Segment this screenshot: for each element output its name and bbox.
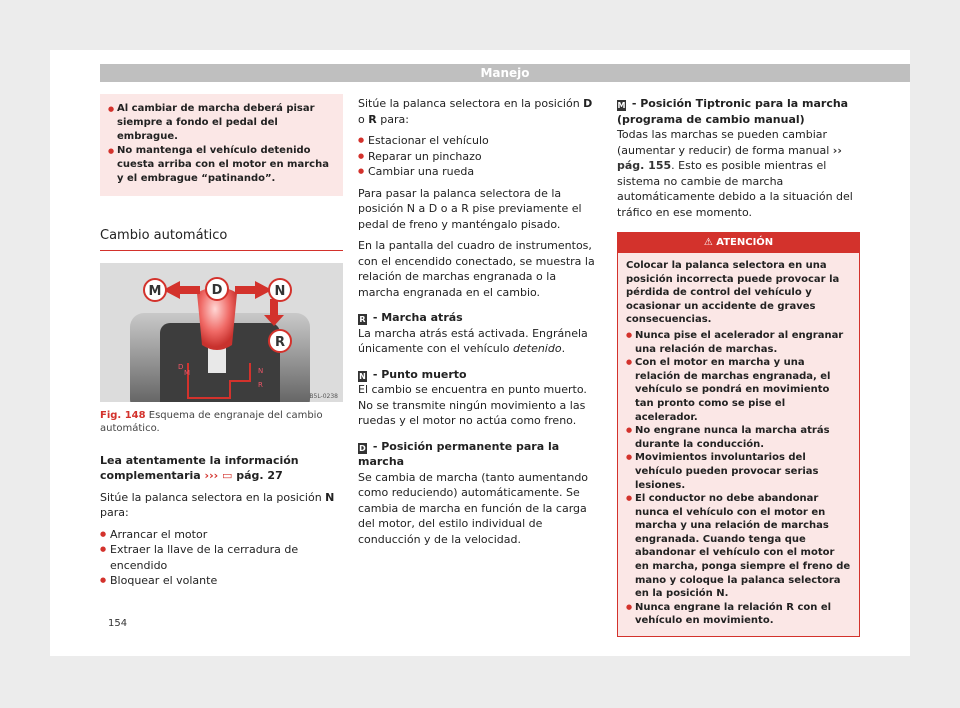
column-middle	[358, 96, 601, 553]
gear-d-icon: D	[359, 443, 366, 453]
list-item: ● Reparar un pinchazo	[358, 149, 601, 165]
manual-page	[50, 50, 910, 656]
page-number: 154	[108, 618, 128, 629]
caution-item: ● No engrane nunca la marcha atrás durante la conducción.	[626, 424, 851, 451]
caution-item: ● Nunca engrane la relación R con el vehículo en movimiento.	[626, 601, 851, 628]
label-d: D	[211, 282, 223, 298]
label-r: R	[274, 334, 286, 350]
list-dr	[358, 133, 601, 180]
gear-m-icon: M	[617, 101, 626, 110]
caution-item: ● Con el motor en marcha y una relación de marchas engranada, el vehículo se pondrá en movimiento tan pronto como se pise el acelerador.	[626, 356, 851, 424]
position-n-paragraph: Sitúe la palanca selectora en la posición N para:	[100, 490, 335, 519]
figure-code: B5L-0238	[309, 392, 338, 400]
gear-shift-illustration	[100, 263, 343, 402]
position-dr-paragraph: Sitúe la palanca selectora en la posición D o R para:	[358, 97, 593, 126]
caution-item: ● El conductor no debe abandonar nunca el vehículo con el motor en marcha y una relación de marchas engranada. Cuando tenga que abandonar el vehículo con el motor en marcha, ponga siempre el freno de mano y coloque la palanca selectora en la posición N.	[626, 492, 851, 601]
gate-label-d: D	[178, 362, 184, 371]
figure-caption	[100, 409, 343, 435]
label-m: M	[148, 283, 162, 299]
n-paragraph: El cambio se encuentra en punto muerto. No se transmite ningún movimiento a las ruedas y el motor no actúa como freno.	[358, 383, 587, 427]
m-paragraph: Todas las marchas se pueden cambiar (aumentar y reducir) de forma manual ›› pág. 155. Esto es posible mientras el sistema no cambie de marcha automáticamente debido a la situación del tráfico en ese momento.	[617, 128, 853, 219]
intro-text: Lea atentamente la información complementaria	[100, 453, 299, 482]
book-icon: ▭	[222, 469, 233, 482]
d-paragraph: Se cambia de marcha (tanto aumentando como reduciendo) automáticamente. Se cambia de marcha en función de la carga del motor, del estilo individual de conducción y de la velocidad.	[358, 470, 589, 546]
gate-label-m: M	[184, 368, 191, 377]
display-paragraph: En la pantalla del cuadro de instrumentos, con el encendido conectado, se muestra la relación de marchas engranada o la marcha engranada en el cambio.	[358, 239, 595, 299]
list-item: ● Bloquear el volante	[100, 573, 343, 589]
caution-body	[618, 253, 859, 636]
m-ref-link[interactable]: ›› pág. 155	[617, 143, 842, 172]
column-left	[100, 94, 343, 595]
list-item: ● Extraer la llave de la cerradura de encendido	[100, 542, 343, 573]
subhead-r: R - Marcha atrás	[359, 311, 463, 324]
figure-number: Fig. 148	[100, 409, 146, 421]
intro-paragraph: Lea atentamente la información complementaria ››› ▭ pág. 27	[100, 453, 299, 482]
list-n	[100, 527, 343, 589]
warning-box	[100, 94, 343, 196]
section-title: Cambio automático	[100, 228, 343, 251]
subhead-m: M - Posición Tiptronic para la marcha (programa de cambio manual)	[617, 97, 849, 126]
caution-item: ● Nunca pise el acelerador al engranar una relación de marchas.	[626, 329, 851, 356]
caution-intro: Colocar la palanca selectora en una posición incorrecta puede provocar la pérdida de control del vehículo y ocasionar un accidente de graves consecuencias.	[626, 260, 840, 326]
intro-ref-link[interactable]: pág. 27	[236, 469, 283, 482]
list-item: ● Cambiar una rueda	[358, 164, 601, 180]
gear-n-icon: N	[359, 371, 366, 381]
gate-label-n: N	[258, 366, 264, 375]
column-right	[617, 96, 860, 637]
brake-paragraph: Para pasar la palanca selectora de la posición N a D o a R pise previamente el pedal de freno y manténgalo pisado.	[358, 186, 582, 231]
page-header: Manejo	[100, 64, 910, 82]
subhead-d: D - Posición permanente para la marcha	[358, 439, 560, 468]
label-n: N	[274, 283, 286, 299]
gate-label-r: R	[258, 380, 263, 389]
caution-box	[617, 232, 860, 637]
warning-triangle-icon: ⚠	[703, 237, 713, 248]
gear-diagram	[100, 263, 343, 402]
subhead-n: N - Punto muerto	[359, 367, 467, 381]
figure-caption-text: Esquema de engranaje del cambio automático.	[100, 409, 323, 434]
warning-item: ● No mantenga el vehículo detenido cuesta arriba con el motor en marcha y el embrague “patinando”.	[108, 144, 333, 186]
caution-header: ⚠ ATENCIÓN	[618, 233, 859, 253]
r-paragraph: La marcha atrás está activada. Engránela únicamente con el vehículo detenido.	[358, 326, 588, 355]
caution-item: ● Movimientos involuntarios del vehículo pueden provocar serias lesiones.	[626, 451, 851, 492]
list-item: ● Arrancar el motor	[100, 527, 343, 543]
warning-item: ● Al cambiar de marcha deberá pisar siempre a fondo el pedal del embrague.	[108, 102, 333, 144]
list-item: ● Estacionar el vehículo	[358, 133, 601, 149]
gear-r-icon: R	[359, 315, 366, 324]
